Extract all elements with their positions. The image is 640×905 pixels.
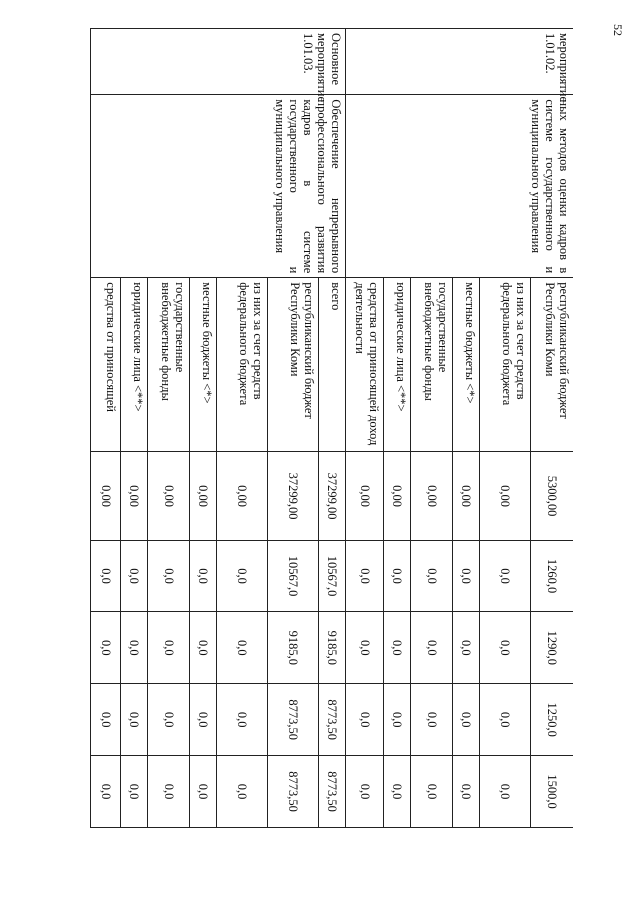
year-value-cell: 0,0 [121,756,148,828]
total-value-cell: 0,00 [411,452,453,540]
funding-source-cell: местные бюджеты <*> [453,278,480,452]
funding-source-cell: юридические лица <**> [384,278,411,452]
year-value-cell: 0,0 [91,684,121,756]
year-value-cell: 1500,0 [531,756,573,828]
year-value-cell: 0,0 [121,540,148,612]
total-value-cell: 5300,00 [531,452,573,540]
year-value-cell: 0,0 [190,756,217,828]
year-value-cell: 8773,50 [319,684,346,756]
year-value-cell: 8773,50 [268,684,319,756]
year-value-cell: 9185,0 [319,612,346,684]
year-value-cell: 0,0 [217,612,268,684]
measure-name-cell: Обеспечение непрерывного профессионального развития кадров в системе государственного и муниципального управления [91,95,346,278]
year-value-cell: 0,0 [217,756,268,828]
year-value-cell: 0,0 [91,612,121,684]
year-value-cell: 0,0 [480,756,531,828]
funding-source-cell: юридические лица <**> [121,278,148,452]
year-value-cell: 0,0 [190,540,217,612]
year-value-cell: 0,0 [346,612,384,684]
total-value-cell: 0,00 [190,452,217,540]
table-row [531,29,573,828]
year-value-cell: 0,0 [346,540,384,612]
year-value-cell: 0,0 [148,612,190,684]
year-value-cell: 0,0 [148,684,190,756]
total-value-cell: 37299,00 [319,452,346,540]
year-value-cell: 0,0 [148,540,190,612]
year-value-cell: 8773,50 [268,756,319,828]
year-value-cell: 0,0 [384,612,411,684]
year-value-cell: 0,0 [91,540,121,612]
year-value-cell: 0,0 [384,684,411,756]
year-value-cell: 0,0 [346,684,384,756]
rotated-page [79,28,573,828]
year-value-cell: 0,0 [453,540,480,612]
total-value-cell: 0,00 [480,452,531,540]
total-value-cell: 0,00 [384,452,411,540]
total-value-cell: 0,00 [346,452,384,540]
funding-source-cell: республиканский бюджет Республики Коми [268,278,319,452]
year-value-cell: 0,0 [480,684,531,756]
year-value-cell: 0,0 [453,612,480,684]
funding-source-cell: из них за счет средств федерального бюджета [480,278,531,452]
total-value-cell: 0,00 [217,452,268,540]
year-value-cell: 0,0 [480,612,531,684]
year-value-cell: 10567,0 [268,540,319,612]
funding-source-cell: всего [319,278,346,452]
year-value-cell: 0,0 [411,684,453,756]
funding-source-cell: государственные внебюджетные фонды [411,278,453,452]
year-value-cell: 0,0 [121,612,148,684]
funding-source-cell: республиканский бюджет Республики Коми [531,278,573,452]
year-value-cell: 8773,50 [319,756,346,828]
year-value-cell: 1250,0 [531,684,573,756]
year-value-cell: 0,0 [217,540,268,612]
year-value-cell: 0,0 [91,756,121,828]
total-value-cell: 0,00 [148,452,190,540]
table-row [319,29,346,828]
year-value-cell: 9185,0 [268,612,319,684]
year-value-cell: 0,0 [121,684,148,756]
year-value-cell: 0,0 [190,684,217,756]
status-cell: мероприятие 1.01.02. [346,29,573,95]
funding-source-cell: местные бюджеты <*> [190,278,217,452]
year-value-cell: 0,0 [411,756,453,828]
year-value-cell: 10567,0 [319,540,346,612]
funding-source-cell: государственные внебюджетные фонды [148,278,190,452]
total-value-cell: 0,00 [91,452,121,540]
year-value-cell: 0,0 [453,684,480,756]
year-value-cell: 0,0 [148,756,190,828]
funding-source-cell: средства от приносящей доход деятельности [346,278,384,452]
total-value-cell: 0,00 [453,452,480,540]
year-value-cell: 0,0 [217,684,268,756]
year-value-cell: 0,0 [190,612,217,684]
measure-name-cell: ных методов оценки кадров в системе государственного и муниципального управления [346,95,573,278]
funding-source-cell: средства от приносящей [91,278,121,452]
total-value-cell: 0,00 [121,452,148,540]
page-number: 52 [611,24,625,36]
year-value-cell: 0,0 [411,540,453,612]
status-cell: Основное мероприятие 1.01.03. [91,29,346,95]
year-value-cell: 0,0 [346,756,384,828]
year-value-cell: 0,0 [384,540,411,612]
year-value-cell: 1290,0 [531,612,573,684]
year-value-cell: 0,0 [453,756,480,828]
total-value-cell: 37299,00 [268,452,319,540]
year-value-cell: 0,0 [480,540,531,612]
year-value-cell: 1260,0 [531,540,573,612]
resource-table [91,28,574,828]
funding-source-cell: из них за счет средств федерального бюджета [217,278,268,452]
year-value-cell: 0,0 [384,756,411,828]
year-value-cell: 0,0 [411,612,453,684]
